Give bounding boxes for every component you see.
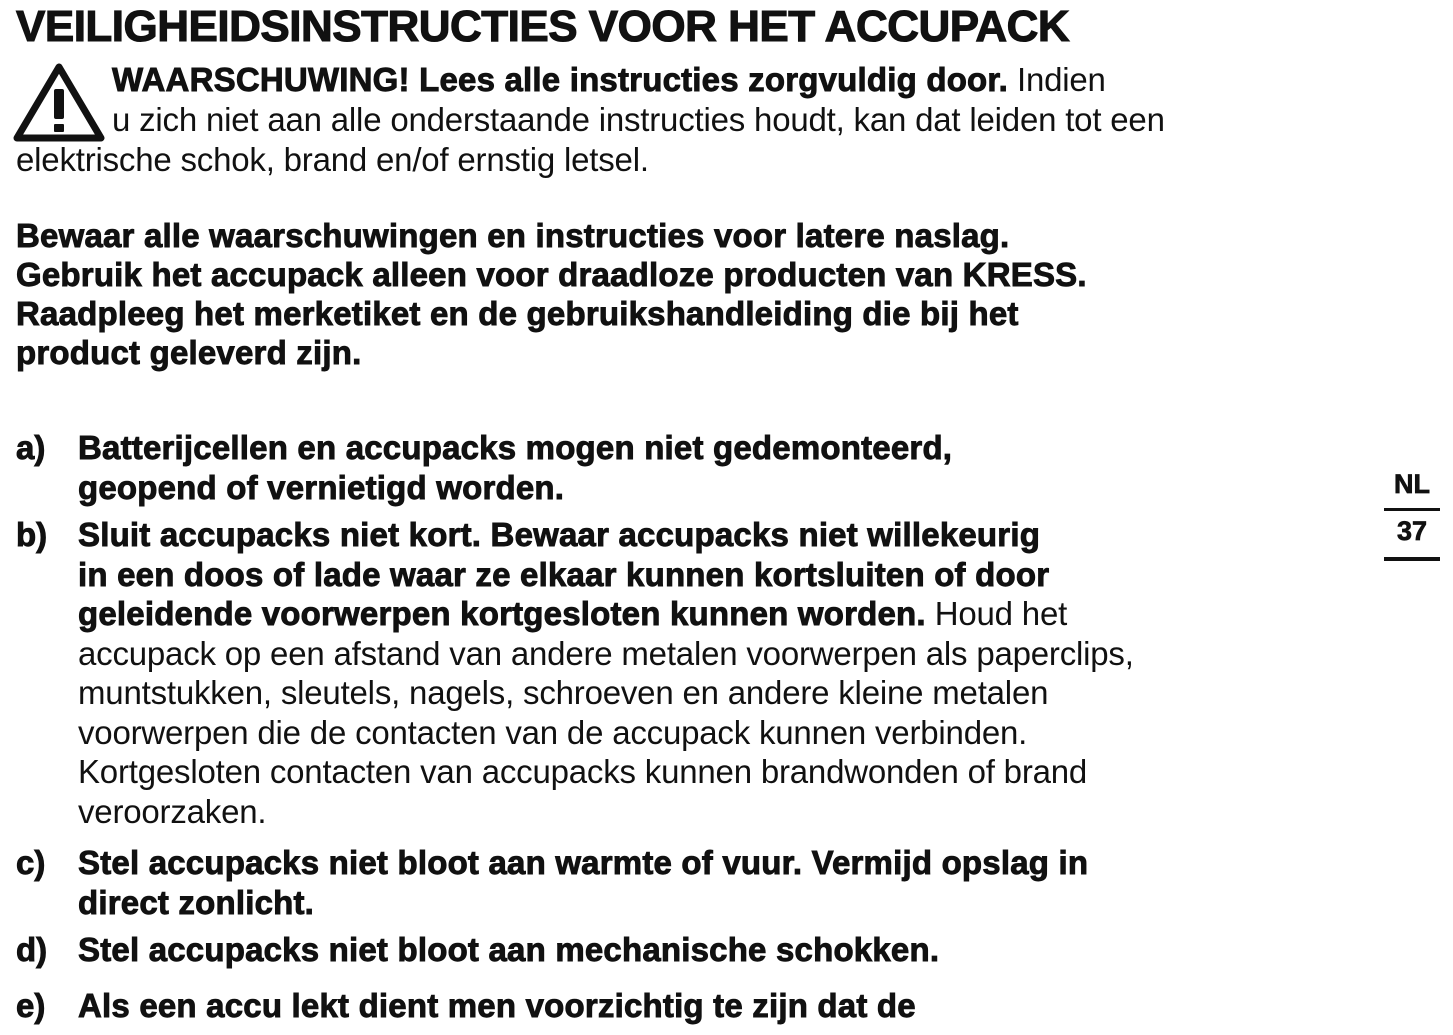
keep-instructions-line: Raadpleeg het merketiket en de gebruikshandleiding die bij het	[16, 295, 1019, 332]
list-item-normal-part: Houd het	[925, 595, 1068, 632]
list-item-line: Sluit accupacks niet kort. Bewaar accupacks niet willekeurig	[78, 516, 1041, 553]
keep-instructions-line: Gebruik het accupack alleen voor draadloze producten van KRESS.	[16, 256, 1087, 293]
divider	[1384, 508, 1440, 511]
divider	[1384, 557, 1440, 561]
warning-block	[16, 60, 1376, 180]
language-code: NL	[1394, 469, 1430, 499]
list-item-letter: e)	[16, 986, 46, 1024]
list-item-line: in een doos of lade waar ze elkaar kunnen kortsluiten of door	[78, 555, 1050, 593]
safety-list	[16, 428, 1376, 1025]
list-item-c	[16, 843, 1376, 922]
list-item-line: voorwerpen die de contacten van de accupack kunnen verbinden.	[78, 713, 1028, 751]
warning-line-3: elektrische schok, brand en/of ernstig letsel.	[16, 141, 649, 178]
list-item-d	[16, 930, 1376, 970]
warning-line-2: u zich niet aan alle onderstaande instructies houdt, kan dat leiden tot een	[112, 101, 1165, 138]
list-item-line: Stel accupacks niet bloot aan mechanische schokken.	[78, 931, 940, 968]
list-item-letter: a)	[16, 429, 46, 466]
list-item-letter: d)	[16, 931, 48, 968]
warning-line-1	[16, 60, 1376, 100]
list-item-line: muntstukken, sleutels, nagels, schroeven en andere kleine metalen	[78, 674, 1049, 711]
warning-line-1-rest: Indien	[1008, 61, 1106, 98]
list-item-line: Als een accu lekt dient men voorzichtig te zijn dat de	[78, 986, 916, 1024]
list-item-line: Stel accupacks niet bloot aan warmte of vuur. Vermijd opslag in	[78, 844, 1089, 881]
list-item-mixed-line	[78, 594, 1376, 634]
warning-bold-text: WAARSCHUWING! Lees alle instructies zorgvuldig door.	[112, 61, 1009, 98]
page-number: 37	[1396, 516, 1428, 546]
page-heading: VEILIGHEIDSINSTRUCTIES VOOR HET ACCUPACK	[16, 2, 1070, 51]
keep-instructions-block	[16, 216, 1376, 372]
list-item-a	[16, 428, 1376, 507]
list-item-letter: b)	[16, 516, 48, 553]
list-item-line: accupack op een afstand van andere metalen voorwerpen als paperclips,	[78, 634, 1134, 672]
list-item-letter: c)	[16, 844, 46, 881]
keep-instructions-line: Bewaar alle waarschuwingen en instructies voor latere naslag.	[16, 217, 1010, 254]
warning-triangle-icon	[12, 62, 106, 144]
list-item-e	[16, 986, 1376, 1026]
list-item-line: Batterijcellen en accupacks mogen niet gedemonteerd,	[78, 429, 953, 466]
list-item-b	[16, 515, 1376, 831]
side-tab	[1384, 468, 1440, 561]
list-item-line: Kortgesloten contacten van accupacks kunnen brandwonden of brand	[78, 753, 1088, 790]
list-item-line: geopend of vernietigd worden.	[78, 468, 565, 506]
list-item-line: veroorzaken.	[78, 792, 267, 830]
list-item-line: direct zonlicht.	[78, 883, 315, 921]
list-item-bold-part: geleidende voorwerpen kortgesloten kunnen worden.	[78, 595, 926, 632]
keep-instructions-line: product geleverd zijn.	[16, 334, 362, 371]
